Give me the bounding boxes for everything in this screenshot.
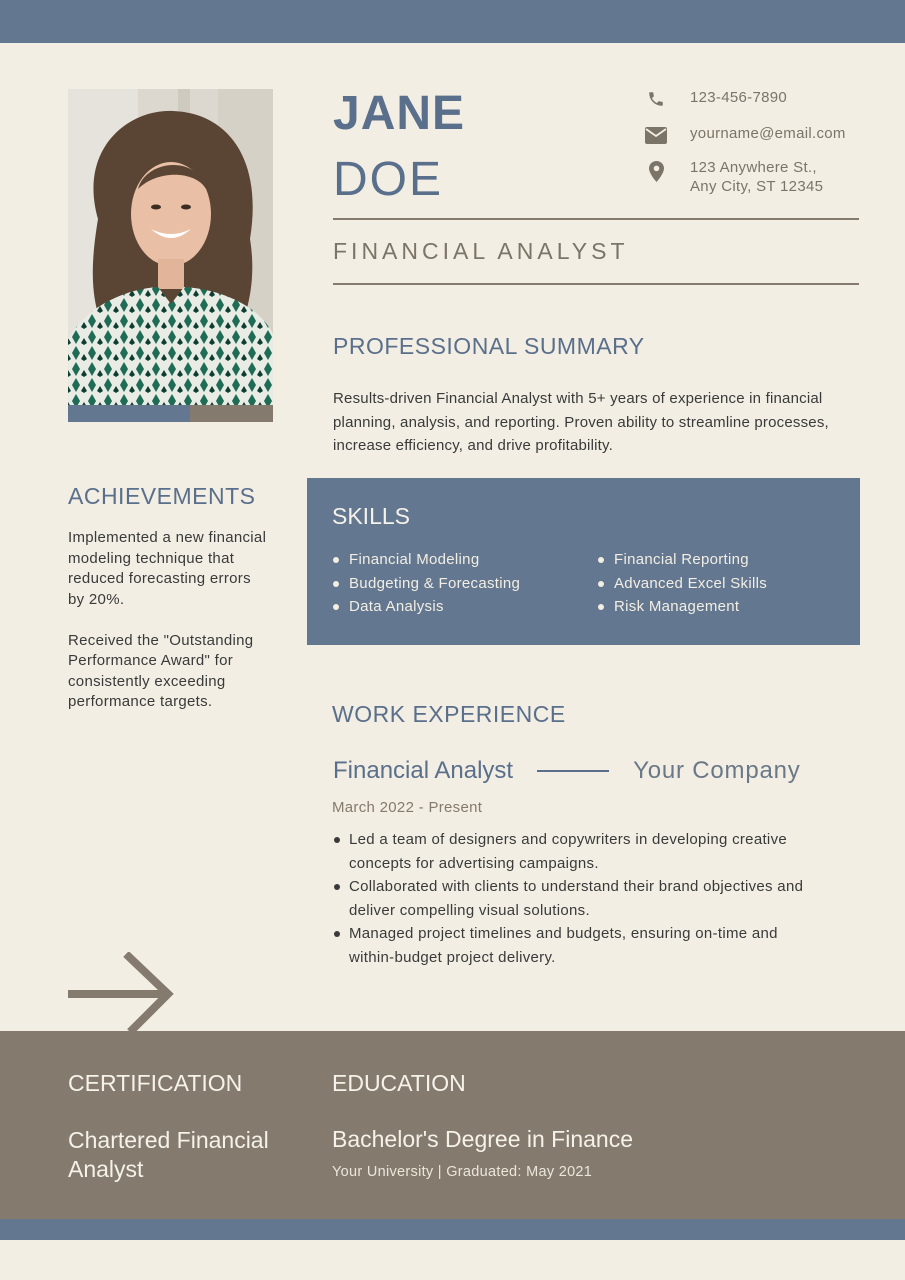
- certification-heading: CERTIFICATION: [68, 1070, 243, 1096]
- skill-item: Advanced Excel Skills: [597, 572, 767, 596]
- job-bullet: Led a team of designers and copywriters in developing creative concepts for advertising campaigns.: [332, 828, 812, 875]
- job-bullet: Collaborated with clients to understand their brand objectives and deliver compelling visual solutions.: [332, 875, 812, 922]
- job-role: Financial Analyst: [333, 757, 514, 784]
- skills-heading: SKILLS: [332, 503, 410, 529]
- skill-item: Budgeting & Forecasting: [332, 572, 520, 596]
- arrow-right-icon: [68, 952, 178, 1036]
- last-name: DOE: [333, 153, 444, 206]
- photo-bar-brown: [190, 405, 273, 422]
- first-name: JANE: [333, 87, 466, 140]
- achievement-item: Implemented a new financial modeling technique that reduced forecasting errors by 20%.: [68, 529, 267, 608]
- address: [690, 158, 823, 196]
- contact-email: [645, 124, 846, 146]
- envelope-icon: [645, 124, 667, 146]
- job-bullets: [332, 828, 812, 969]
- achievements-heading: ACHIEVEMENTS: [68, 483, 256, 509]
- skills-column-1: [332, 548, 520, 619]
- phone-icon: [645, 88, 667, 110]
- bottom-color-bar: [0, 1219, 905, 1240]
- education-details: Your University | Graduated: May 2021: [332, 1164, 593, 1180]
- skill-item: Risk Management: [597, 595, 767, 619]
- achievements-list: [68, 528, 268, 713]
- profile-photo: [68, 89, 273, 405]
- contact-info: [645, 88, 846, 210]
- footer-section: [0, 1031, 905, 1219]
- certification-value: Chartered Financial Analyst: [68, 1127, 269, 1182]
- achievement-item: Received the "Outstanding Performance Award" for consistently exceeding performance targets.: [68, 631, 254, 710]
- summary-heading: PROFESSIONAL SUMMARY: [333, 333, 645, 359]
- candidate-name: [333, 86, 465, 208]
- job-bullet: Managed project timelines and budgets, ensuring on-time and within-budget project delivery.: [332, 922, 812, 969]
- education-degree: Bachelor's Degree in Finance: [332, 1126, 633, 1152]
- portrait-illustration: [68, 89, 273, 405]
- work-experience-heading: WORK EXPERIENCE: [332, 701, 566, 727]
- skills-section: [307, 478, 860, 645]
- skill-item: Financial Modeling: [332, 548, 520, 572]
- contact-address: [645, 158, 846, 196]
- job-separator: [537, 770, 609, 772]
- map-pin-icon: [645, 158, 667, 184]
- education-heading: EDUCATION: [332, 1070, 466, 1096]
- phone-number: 123-456-7890: [690, 89, 788, 106]
- job-header: [333, 757, 863, 785]
- job-title: FINANCIAL ANALYST: [333, 238, 629, 264]
- top-color-bar: [0, 0, 905, 43]
- photo-accent-bar: [68, 405, 273, 422]
- divider-bottom: [333, 283, 859, 285]
- address-line-2: Any City, ST 12345: [690, 178, 824, 195]
- skills-column-2: [597, 548, 767, 619]
- skill-item: Financial Reporting: [597, 548, 767, 572]
- summary-text: Results-driven Financial Analyst with 5+ years of experience in financial planning, analysis, and reporting. Proven ability to streamline processes, increase efficiency, and drive profitability.: [333, 390, 829, 454]
- job-company: Your Company: [633, 757, 801, 784]
- email-address: yourname@email.com: [690, 125, 846, 142]
- address-line-1: 123 Anywhere St.,: [690, 159, 817, 176]
- job-dates: March 2022 - Present: [332, 799, 483, 816]
- skill-item: Data Analysis: [332, 595, 520, 619]
- contact-phone: [645, 88, 846, 110]
- photo-bar-blue: [68, 405, 190, 422]
- divider-top: [333, 218, 859, 220]
